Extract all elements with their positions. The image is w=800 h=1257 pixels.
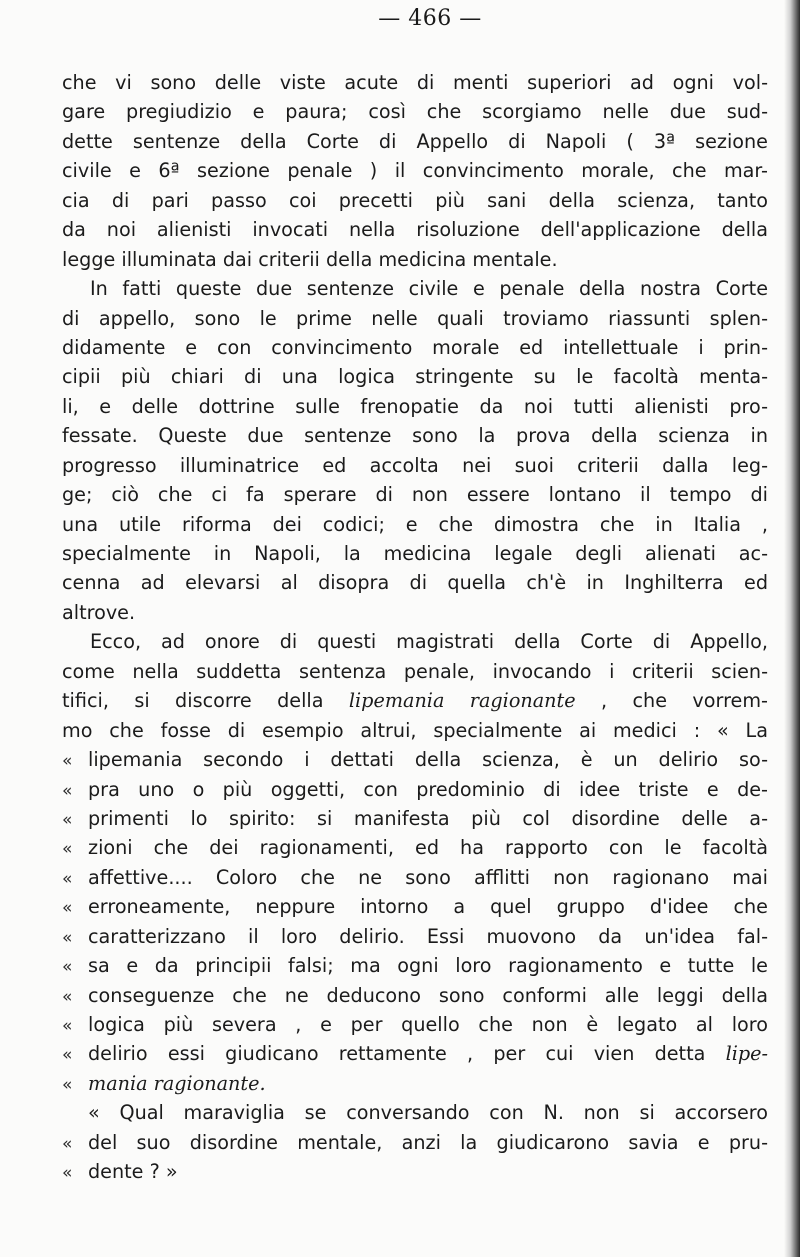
text-fragment: , che vorrem- — [601, 689, 768, 713]
guillemet-mark: « — [62, 1045, 73, 1066]
text-fragment: del suo disordine mentale, anzi la giudicarono savia e pru- — [88, 1130, 768, 1154]
italic-term: mania ragionante. — [88, 1071, 266, 1095]
text-fragment: zioni che dei ragionamenti, ed ha rapporto con le facoltà — [88, 836, 768, 860]
italic-term: lipemania ragionante — [348, 689, 576, 713]
text-line: legge illuminata dai criterii della medicina mentale. — [62, 247, 558, 271]
text-fragment: affettive.... Coloro che ne sono afflitti non ragionano mai — [88, 865, 768, 889]
guillemet-mark: « — [62, 868, 73, 889]
text-line: specialmente in Napoli, la medicina legale degli alienati ac- — [62, 542, 768, 565]
text-line: da noi alienisti invocati nella risoluzione dell'applicazione della — [62, 218, 768, 242]
text-line: ge; ciò che ci fa sperare di non essere lontano il tempo di — [62, 483, 768, 507]
text-line: cia di pari passo coi precetti più sani della scienza, tanto — [62, 188, 768, 212]
quoted-line — [62, 863, 768, 892]
quoted-line — [62, 1010, 768, 1039]
guillemet-mark: « — [62, 927, 73, 948]
text-line: che vi sono delle viste acute di menti superiori ad ogni vol- — [62, 71, 768, 94]
quoted-line — [62, 1039, 768, 1068]
text-fragment: erroneamente, neppure intorno a quel gruppo d'idee che — [88, 895, 768, 919]
text-fragment: tifici, si discorre della — [62, 689, 324, 713]
page-edge-shadow — [784, 0, 800, 1257]
guillemet-mark: « — [62, 1016, 73, 1036]
guillemet-mark: « — [62, 751, 73, 772]
quoted-line — [62, 1098, 768, 1127]
guillemet-mark: « — [62, 986, 73, 1007]
guillemet-mark: « — [62, 1163, 73, 1184]
text-fragment: « Qual maraviglia se conversando con N. non si accorsero — [88, 1101, 768, 1125]
text-fragment: lipemania secondo i dettati della scienza, è un delirio so- — [88, 748, 768, 772]
quoted-line — [62, 804, 768, 833]
text-line: progresso illuminatrice ed accolta nei suoi criterii dalla leg- — [62, 453, 768, 477]
quoted-line — [62, 775, 768, 804]
guillemet-mark: « — [62, 957, 73, 978]
quoted-line — [62, 922, 768, 951]
quoted-line — [62, 981, 768, 1010]
text-line: una utile riforma dei codici; e che dimostra che in Italia , — [62, 512, 768, 536]
text-line: altrove. — [62, 600, 136, 624]
text-line: mo che fosse di esempio altrui, specialmente ai medici : « La — [62, 718, 768, 742]
text-fragment: pra uno o più oggetti, con predominio di idee triste e de- — [88, 777, 768, 801]
text-line: gare pregiudizio e paura; così che scorgiamo nelle due sud- — [62, 100, 768, 124]
text-line: cenna ad elevarsi al disopra di quella ch'è in Inghilterra ed — [62, 571, 768, 595]
text-line: come nella suddetta sentenza penale, invocando i criterii scien- — [62, 659, 768, 683]
text-line: fessate. Queste due sentenze sono la prova della scienza in — [62, 424, 768, 448]
text-fragment: logica più severa , e per quello che non è legato al loro — [88, 1013, 768, 1036]
guillemet-mark: « — [62, 1133, 73, 1154]
page-number: — 466 — — [378, 6, 482, 31]
guillemet-mark: « — [62, 809, 73, 830]
text-fragment: sa e da principii falsi; ma ogni loro ragionamento e tutte le — [88, 954, 768, 978]
body-text — [62, 68, 768, 1187]
quoted-line — [62, 1069, 768, 1098]
guillemet-mark: « — [62, 780, 73, 801]
text-line: Ecco, ad onore di questi magistrati della Corte di Appello, — [90, 630, 768, 654]
italic-term: lipe- — [725, 1042, 768, 1066]
quoted-line — [62, 951, 768, 980]
quoted-line — [62, 833, 768, 862]
quoted-line — [62, 745, 768, 774]
guillemet-mark: « — [62, 898, 73, 919]
text-line: cipii più chiari di una logica stringente su le facoltà menta- — [62, 365, 768, 389]
text-fragment: caratterizzano il loro delirio. Essi muovono da un'idea fal- — [88, 924, 768, 948]
text-fragment: conseguenze che ne deducono sono conformi alle leggi della — [88, 983, 768, 1007]
quoted-line — [62, 1128, 768, 1157]
text-line: di appello, sono le prime nelle quali troviamo riassunti splen- — [62, 306, 768, 330]
text-line: dette sentenze della Corte di Appello di Napoli ( 3ª sezione — [62, 129, 768, 153]
quoted-line — [62, 1157, 768, 1186]
guillemet-mark: « — [62, 1074, 73, 1095]
guillemet-mark: « — [62, 839, 73, 860]
text-line — [62, 686, 768, 715]
text-line: In fatti queste due sentenze civile e penale della nostra Corte — [90, 277, 768, 301]
text-line: didamente e con convincimento morale ed intellettuale i prin- — [62, 335, 768, 359]
text-fragment: dente ? » — [88, 1160, 178, 1184]
quoted-line — [62, 892, 768, 921]
text-fragment: delirio essi giudicano rettamente , per cui vien detta — [88, 1042, 706, 1066]
text-fragment: primenti lo spirito: si manifesta più col disordine delle a- — [88, 806, 768, 830]
text-line: civile e 6ª sezione penale ) il convincimento morale, che mar- — [62, 159, 768, 183]
text-line: li, e delle dottrine sulle frenopatie da noi tutti alienisti pro- — [62, 394, 768, 418]
